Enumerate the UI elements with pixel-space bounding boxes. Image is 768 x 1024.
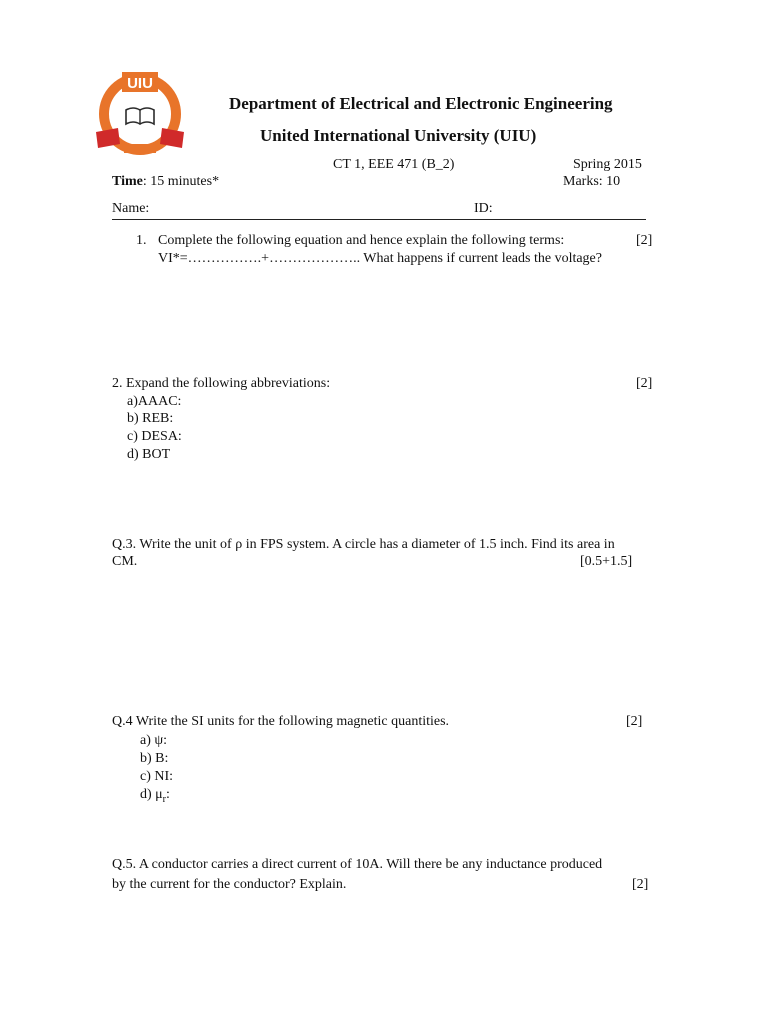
q1-number: 1. xyxy=(136,233,147,248)
logo-badge-text: UIU xyxy=(127,75,153,92)
q3-text-cont: CM. xyxy=(112,554,138,569)
q4-item-d-sub: r xyxy=(162,793,167,805)
name-label: Name: xyxy=(112,201,150,216)
q2-item-c: c) DESA: xyxy=(127,429,182,444)
time-line xyxy=(112,174,219,190)
time-label: Time xyxy=(112,174,143,189)
q4-item-d-suffix: : xyxy=(166,787,170,802)
q5-marks: [2] xyxy=(632,877,649,892)
header-rule xyxy=(112,219,646,220)
id-label: ID: xyxy=(474,201,493,216)
q2-marks: [2] xyxy=(636,376,653,391)
q1-marks: [2] xyxy=(636,233,653,248)
q2-text: 2. Expand the following abbreviations: xyxy=(112,376,331,391)
q3-marks: [0.5+1.5] xyxy=(580,554,633,569)
department-title: Department of Electrical and Electronic Engineering xyxy=(229,94,613,113)
term: Spring 2015 xyxy=(573,157,642,172)
q4-marks: [2] xyxy=(626,714,643,729)
q4-item-d xyxy=(140,787,170,805)
q5-text: Q.5. A conductor carries a direct current of 10A. Will there be any inductance produced xyxy=(112,857,603,872)
q4-item-d-prefix: d) μ xyxy=(140,787,163,802)
total-marks: Marks: 10 xyxy=(563,174,621,189)
q2-item-d: d) BOT xyxy=(127,447,171,462)
q2-item-b: b) REB: xyxy=(127,411,174,426)
q5-text-cont: by the current for the conductor? Explain. xyxy=(112,877,347,892)
q1-equation: VI*=…………….+……………….. What happens if current leads the voltage? xyxy=(158,251,602,266)
q3-text: Q.3. Write the unit of ρ in FPS system. A circle has a diameter of 1.5 inch. Find its area in xyxy=(112,537,615,552)
q4-item-b: b) B: xyxy=(140,751,169,766)
q1-text: Complete the following equation and hence explain the following terms: xyxy=(158,233,565,248)
q4-item-c: c) NI: xyxy=(140,769,174,784)
q4-text: Q.4 Write the SI units for the following magnetic quantities. xyxy=(112,714,450,729)
time-value: : 15 minutes* xyxy=(142,174,220,189)
q4-item-a: a) ψ: xyxy=(140,733,168,748)
test-code: CT 1, EEE 471 (B_2) xyxy=(333,157,455,172)
university-title: United International University (UIU) xyxy=(260,126,537,145)
uiu-logo xyxy=(92,70,188,158)
q2-item-a: a)AAAC: xyxy=(127,394,182,409)
